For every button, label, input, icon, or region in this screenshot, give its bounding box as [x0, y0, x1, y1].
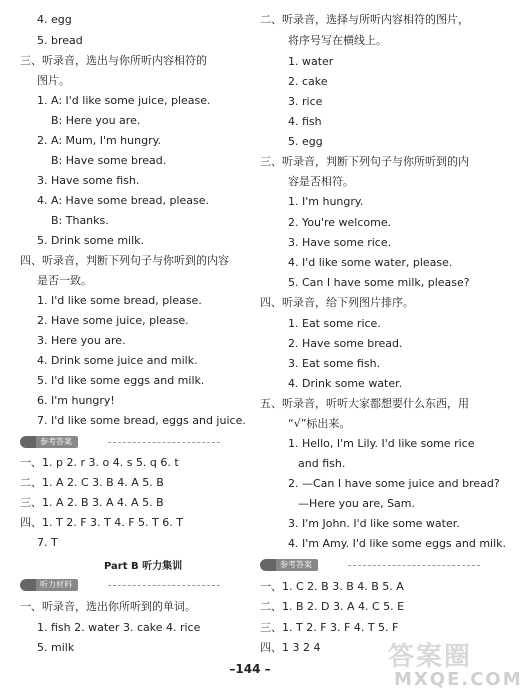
- answer-line: 一、1. p 2. r 3. o 4. s 5. q 6. t: [20, 456, 179, 469]
- list-item: B: Have some bread.: [51, 154, 167, 167]
- list-item: 4. A: Have some bread, please.: [37, 194, 210, 207]
- list-item: 2. Have some bread.: [288, 337, 403, 350]
- list-item: 3. Have some rice.: [288, 236, 392, 249]
- list-item: 6. I'm hungry!: [37, 394, 115, 407]
- section-heading: 五、听录音，听听大家都想要什么东西，用: [260, 397, 469, 410]
- list-item: 5. I'd like some eggs and milk.: [37, 374, 205, 387]
- list-item: 1. water: [288, 55, 334, 68]
- list-item: and fish.: [298, 457, 346, 470]
- list-item: B: Here you are.: [51, 114, 141, 127]
- list-item: 5. milk: [37, 641, 75, 654]
- section-heading-cont: 图片。: [37, 74, 70, 87]
- list-item: 2. cake: [288, 75, 328, 88]
- section-heading: 一、听录音，选出你所听到的单词。: [20, 600, 196, 613]
- section-heading: 三、听录音，选出与你所听内容相符的: [20, 54, 207, 67]
- answer-line: 7. T: [37, 536, 58, 549]
- list-item: —Here you are, Sam.: [298, 497, 416, 510]
- list-item: 4. Drink some juice and milk.: [37, 354, 198, 367]
- list-item: 5. Drink some milk.: [37, 234, 145, 247]
- watermark-url: MXQE.COM: [394, 669, 523, 690]
- answer-line: 一、1. C 2. B 3. B 4. B 5. A: [260, 580, 404, 593]
- part-title: Part B 听力集训: [104, 561, 183, 572]
- page-number: –144 –: [229, 662, 271, 676]
- section-heading: 四、听录音，判断下列句子与你听到的内容: [20, 254, 229, 267]
- list-item: 2. A: Mum, I'm hungry.: [37, 134, 162, 147]
- list-item: 4. Drink some water.: [288, 377, 403, 390]
- list-item: 4. I'm Amy. I'd like some eggs and milk.: [288, 537, 507, 550]
- list-item: 3. Have some fish.: [37, 174, 140, 187]
- list-item: 1. I'm hungry.: [288, 195, 364, 208]
- list-item: 7. I'd like some bread, eggs and juice.: [37, 414, 246, 427]
- headphones-icon: [20, 579, 36, 591]
- watermark-logo: [388, 636, 523, 693]
- list-item: B: Thanks.: [51, 214, 109, 227]
- list-item: 4. I'd like some water, please.: [288, 256, 453, 269]
- list-item: 4. fish: [288, 115, 322, 128]
- list-item: 1. fish 2. water 3. cake 4. rice: [37, 621, 201, 634]
- answer-line: 二、1. A 2. C 3. B 4. A 5. B: [20, 476, 164, 489]
- divider: [108, 585, 220, 586]
- list-item: 1. Hello, I'm Lily. I'd like some rice: [288, 437, 475, 450]
- section-heading-cont: 是否一致。: [37, 274, 92, 287]
- section-heading-cont: 容是否相符。: [288, 175, 354, 188]
- divider: [348, 565, 480, 566]
- section-heading-cont: “√”标出来。: [288, 417, 351, 430]
- book-icon: [20, 436, 36, 448]
- answer-line: 四、1 3 2 4: [260, 641, 321, 654]
- answer-line: 二、1. B 2. D 3. A 4. C 5. E: [260, 600, 405, 613]
- watermark-text: 答案圈: [388, 642, 473, 672]
- list-item: 1. Eat some rice.: [288, 317, 381, 330]
- list-item: 5. bread: [37, 34, 83, 47]
- section-heading: 二、听录音，选择与所听内容相符的图片，: [260, 13, 469, 26]
- section-heading-cont: 将序号写在横线上。: [288, 34, 387, 47]
- list-item: 3. rice: [288, 95, 323, 108]
- divider: [108, 442, 220, 443]
- list-item: 3. Here you are.: [37, 334, 126, 347]
- list-item: 5. Can I have some milk, please?: [288, 276, 470, 289]
- list-item: 2. You're welcome.: [288, 216, 392, 229]
- answer-line: 四、1. T 2. F 3. T 4. F 5. T 6. T: [20, 516, 183, 529]
- answer-line: 三、1. A 2. B 3. A 4. A 5. B: [20, 496, 164, 509]
- list-item: 1. A: I'd like some juice, please.: [37, 94, 211, 107]
- book-icon: [260, 559, 276, 571]
- list-item: 4. egg: [37, 13, 72, 26]
- list-item: 2. Have some juice, please.: [37, 314, 189, 327]
- list-item: 3. I'm John. I'd like some water.: [288, 517, 460, 530]
- list-item: 2. —Can I have some juice and bread?: [288, 477, 500, 490]
- section-heading: 四、听录音，给下列图片排序。: [260, 296, 414, 309]
- answer-line: 三、1. T 2. F 3. F 4. T 5. F: [260, 621, 399, 634]
- list-item: 1. I'd like some bread, please.: [37, 294, 202, 307]
- list-item: 5. egg: [288, 135, 323, 148]
- list-item: 3. Eat some fish.: [288, 357, 381, 370]
- section-heading: 三、听录音，判断下列句子与你所听到的内: [260, 155, 469, 168]
